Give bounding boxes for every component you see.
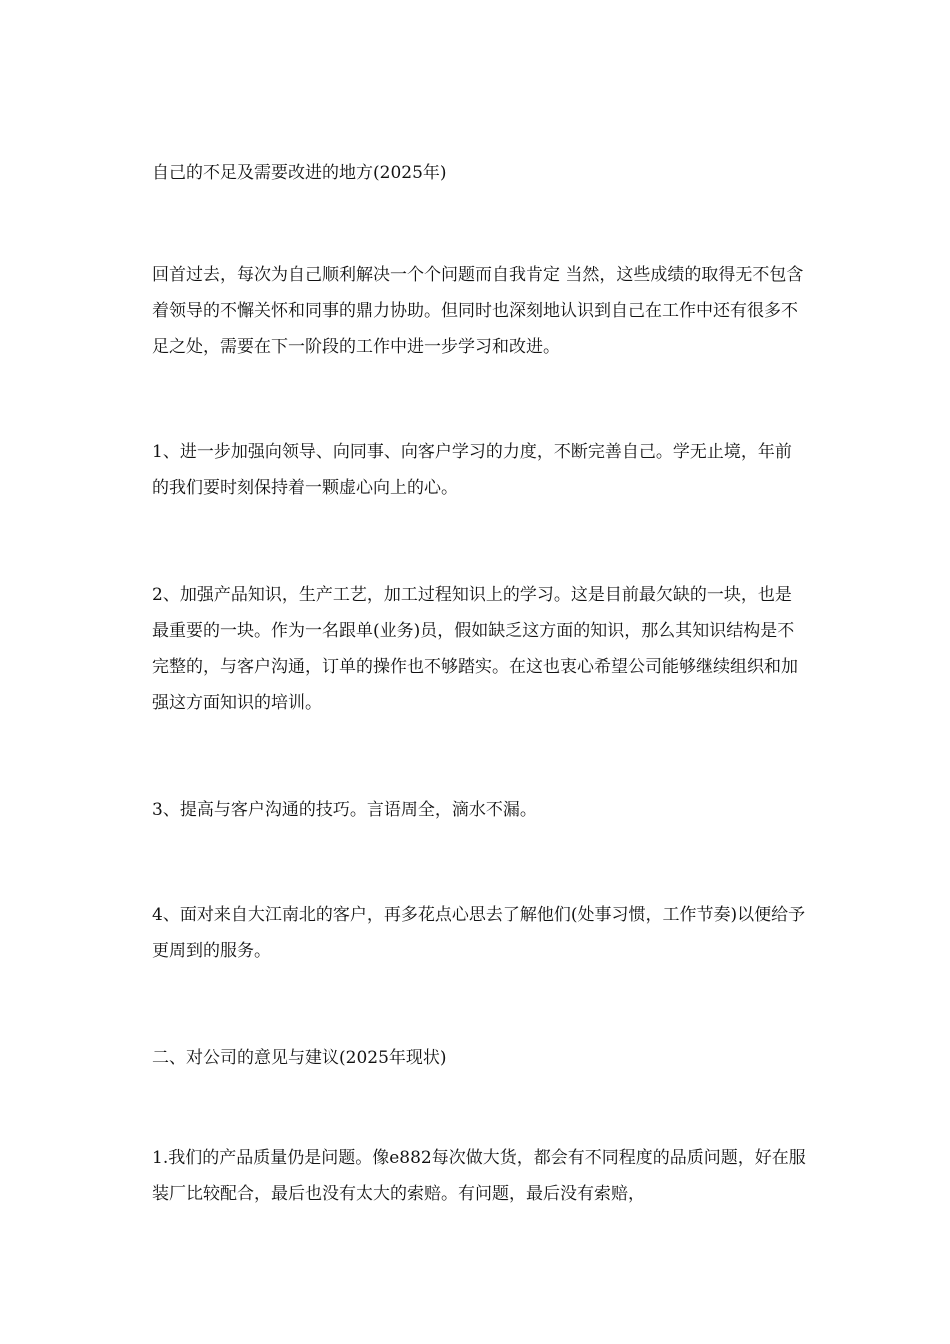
paragraph-review: 回首过去，每次为自己顺利解决一个个问题而自我肯定 当然，这些成绩的取得无不包含着领导的不懈关怀和同事的鼎力协助。但同时也深刻地认识到自己在工作中还有很多不足之处，需要在下一阶段的工作中进一步学习和改进。 bbox=[152, 265, 804, 357]
list-item-1: 1、进一步加强向领导、向同事、向客户学习的力度，不断完善自己。学无止境，年前的我们要时刻保持着一颗虚心向上的心。 bbox=[152, 442, 792, 498]
section-heading-shortcomings: 自己的不足及需要改进的地方(2025年) bbox=[152, 163, 447, 183]
section-heading-suggestions: 二、对公司的意见与建议(2025年现状) bbox=[152, 1048, 447, 1068]
list-item-2: 2、加强产品知识，生产工艺，加工过程知识上的学习。这是目前最欠缺的一块，也是最重要的一块。作为一名跟单(业务)员，假如缺乏这方面的知识，那么其知识结构是不完整的，与客户沟通，订单的操作也不够踏实。在这也衷心希望公司能够继续组织和加强这方面知识的培训。 bbox=[152, 585, 798, 713]
list-item-4: 4、面对来自大江南北的客户，再多花点心思去了解他们(处事习惯，工作节奏)以便给予更周到的服务。 bbox=[152, 905, 806, 961]
list-item-3: 3、提高与客户沟通的技巧。言语周全，滴水不漏。 bbox=[152, 800, 537, 820]
suggestion-item-1: 1.我们的产品质量仍是问题。像e882每次做大货，都会有不同程度的品质问题，好在服装厂比较配合，最后也没有太大的索赔。有问题，最后没有索赔， bbox=[152, 1148, 806, 1204]
